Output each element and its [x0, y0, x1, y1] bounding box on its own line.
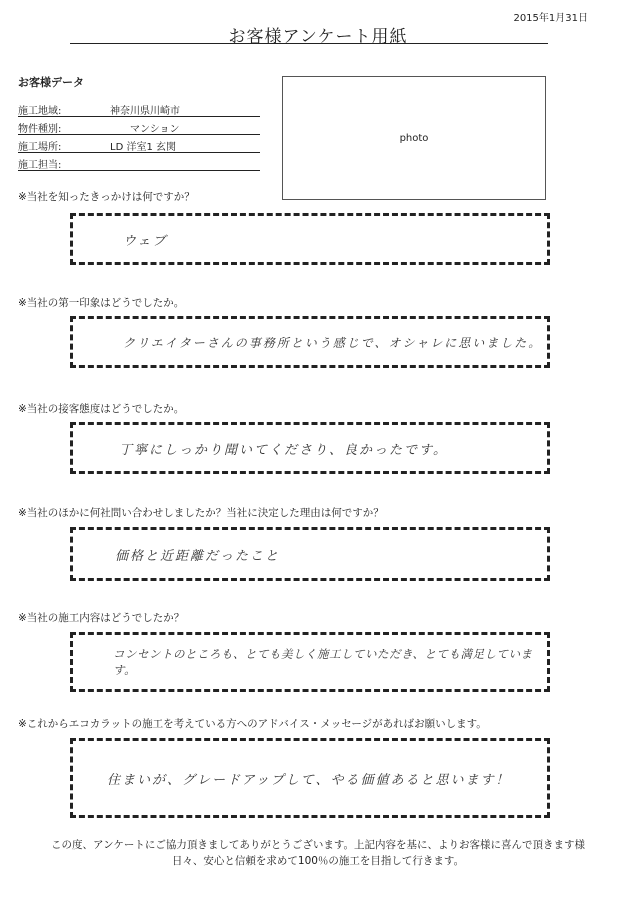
- answer-5: コンセントのところも、とても美しく施工していただき、とても満足しています。: [113, 647, 533, 677]
- question-5: ※当社の施工内容はどうでしたか？: [18, 612, 185, 624]
- info-row-area: [18, 100, 260, 117]
- info-label: 施工場所:: [18, 142, 62, 153]
- answer-3: 丁寧にしっかり聞いてくださり、良かったです。: [119, 442, 448, 458]
- answer-box-3: [70, 422, 550, 474]
- answer-box-6: [70, 738, 550, 818]
- question-1: ※当社を知ったきっかけは何ですか？: [18, 191, 195, 203]
- answer-1: ウェブ: [123, 233, 168, 249]
- survey-date: 2015年1月31日: [513, 13, 588, 24]
- info-label: 物件種別:: [18, 124, 62, 135]
- title-underline: [70, 43, 548, 44]
- question-6: ※これからエコカラットの施工を考えている方へのアドバイス・メッセージがあればお願いします。: [18, 718, 487, 730]
- customer-data-heading: お客様データ: [18, 76, 84, 89]
- info-row-staff: [18, 154, 260, 171]
- answer-box-4: [70, 527, 550, 581]
- question-3: ※当社の接客態度はどうでしたか。: [18, 403, 185, 415]
- answer-6: 住まいが、グレードアップして、やる価値あると思います！: [107, 772, 511, 788]
- answer-4: 価格と近距離だったこと: [115, 548, 281, 564]
- page-title: お客様アンケート用紙: [228, 27, 408, 47]
- info-label: 施工地域:: [18, 106, 62, 117]
- photo-placeholder: [282, 76, 546, 200]
- info-value: 神奈川県川崎市: [110, 106, 180, 117]
- answer-box-1: [70, 213, 550, 265]
- info-label: 施工担当:: [18, 160, 62, 171]
- answer-2: クリエイターさんの事務所という感じで、オシャレに思いました。: [123, 335, 543, 350]
- info-value: マンション: [130, 124, 180, 135]
- footer-line-2: 日々、安心と信頼を求めて100％の施工を目指して行きます。: [171, 855, 465, 867]
- info-row-location: [18, 136, 260, 153]
- answer-box-5: [70, 632, 550, 692]
- photo-label: photo: [399, 133, 429, 144]
- footer-line-1: この度、アンケートにご協力頂きましてありがとうございます。上記内容を基に、よりお客様に喜んで頂きます様: [50, 839, 586, 851]
- answer-box-2: [70, 316, 550, 368]
- info-value: LD 洋室1 玄関: [110, 142, 176, 153]
- question-2: ※当社の第一印象はどうでしたか。: [18, 297, 185, 309]
- info-row-property-type: [18, 118, 260, 135]
- question-4: ※当社のほかに何社問い合わせしましたか？当社に決定した理由は何ですか？: [18, 507, 384, 519]
